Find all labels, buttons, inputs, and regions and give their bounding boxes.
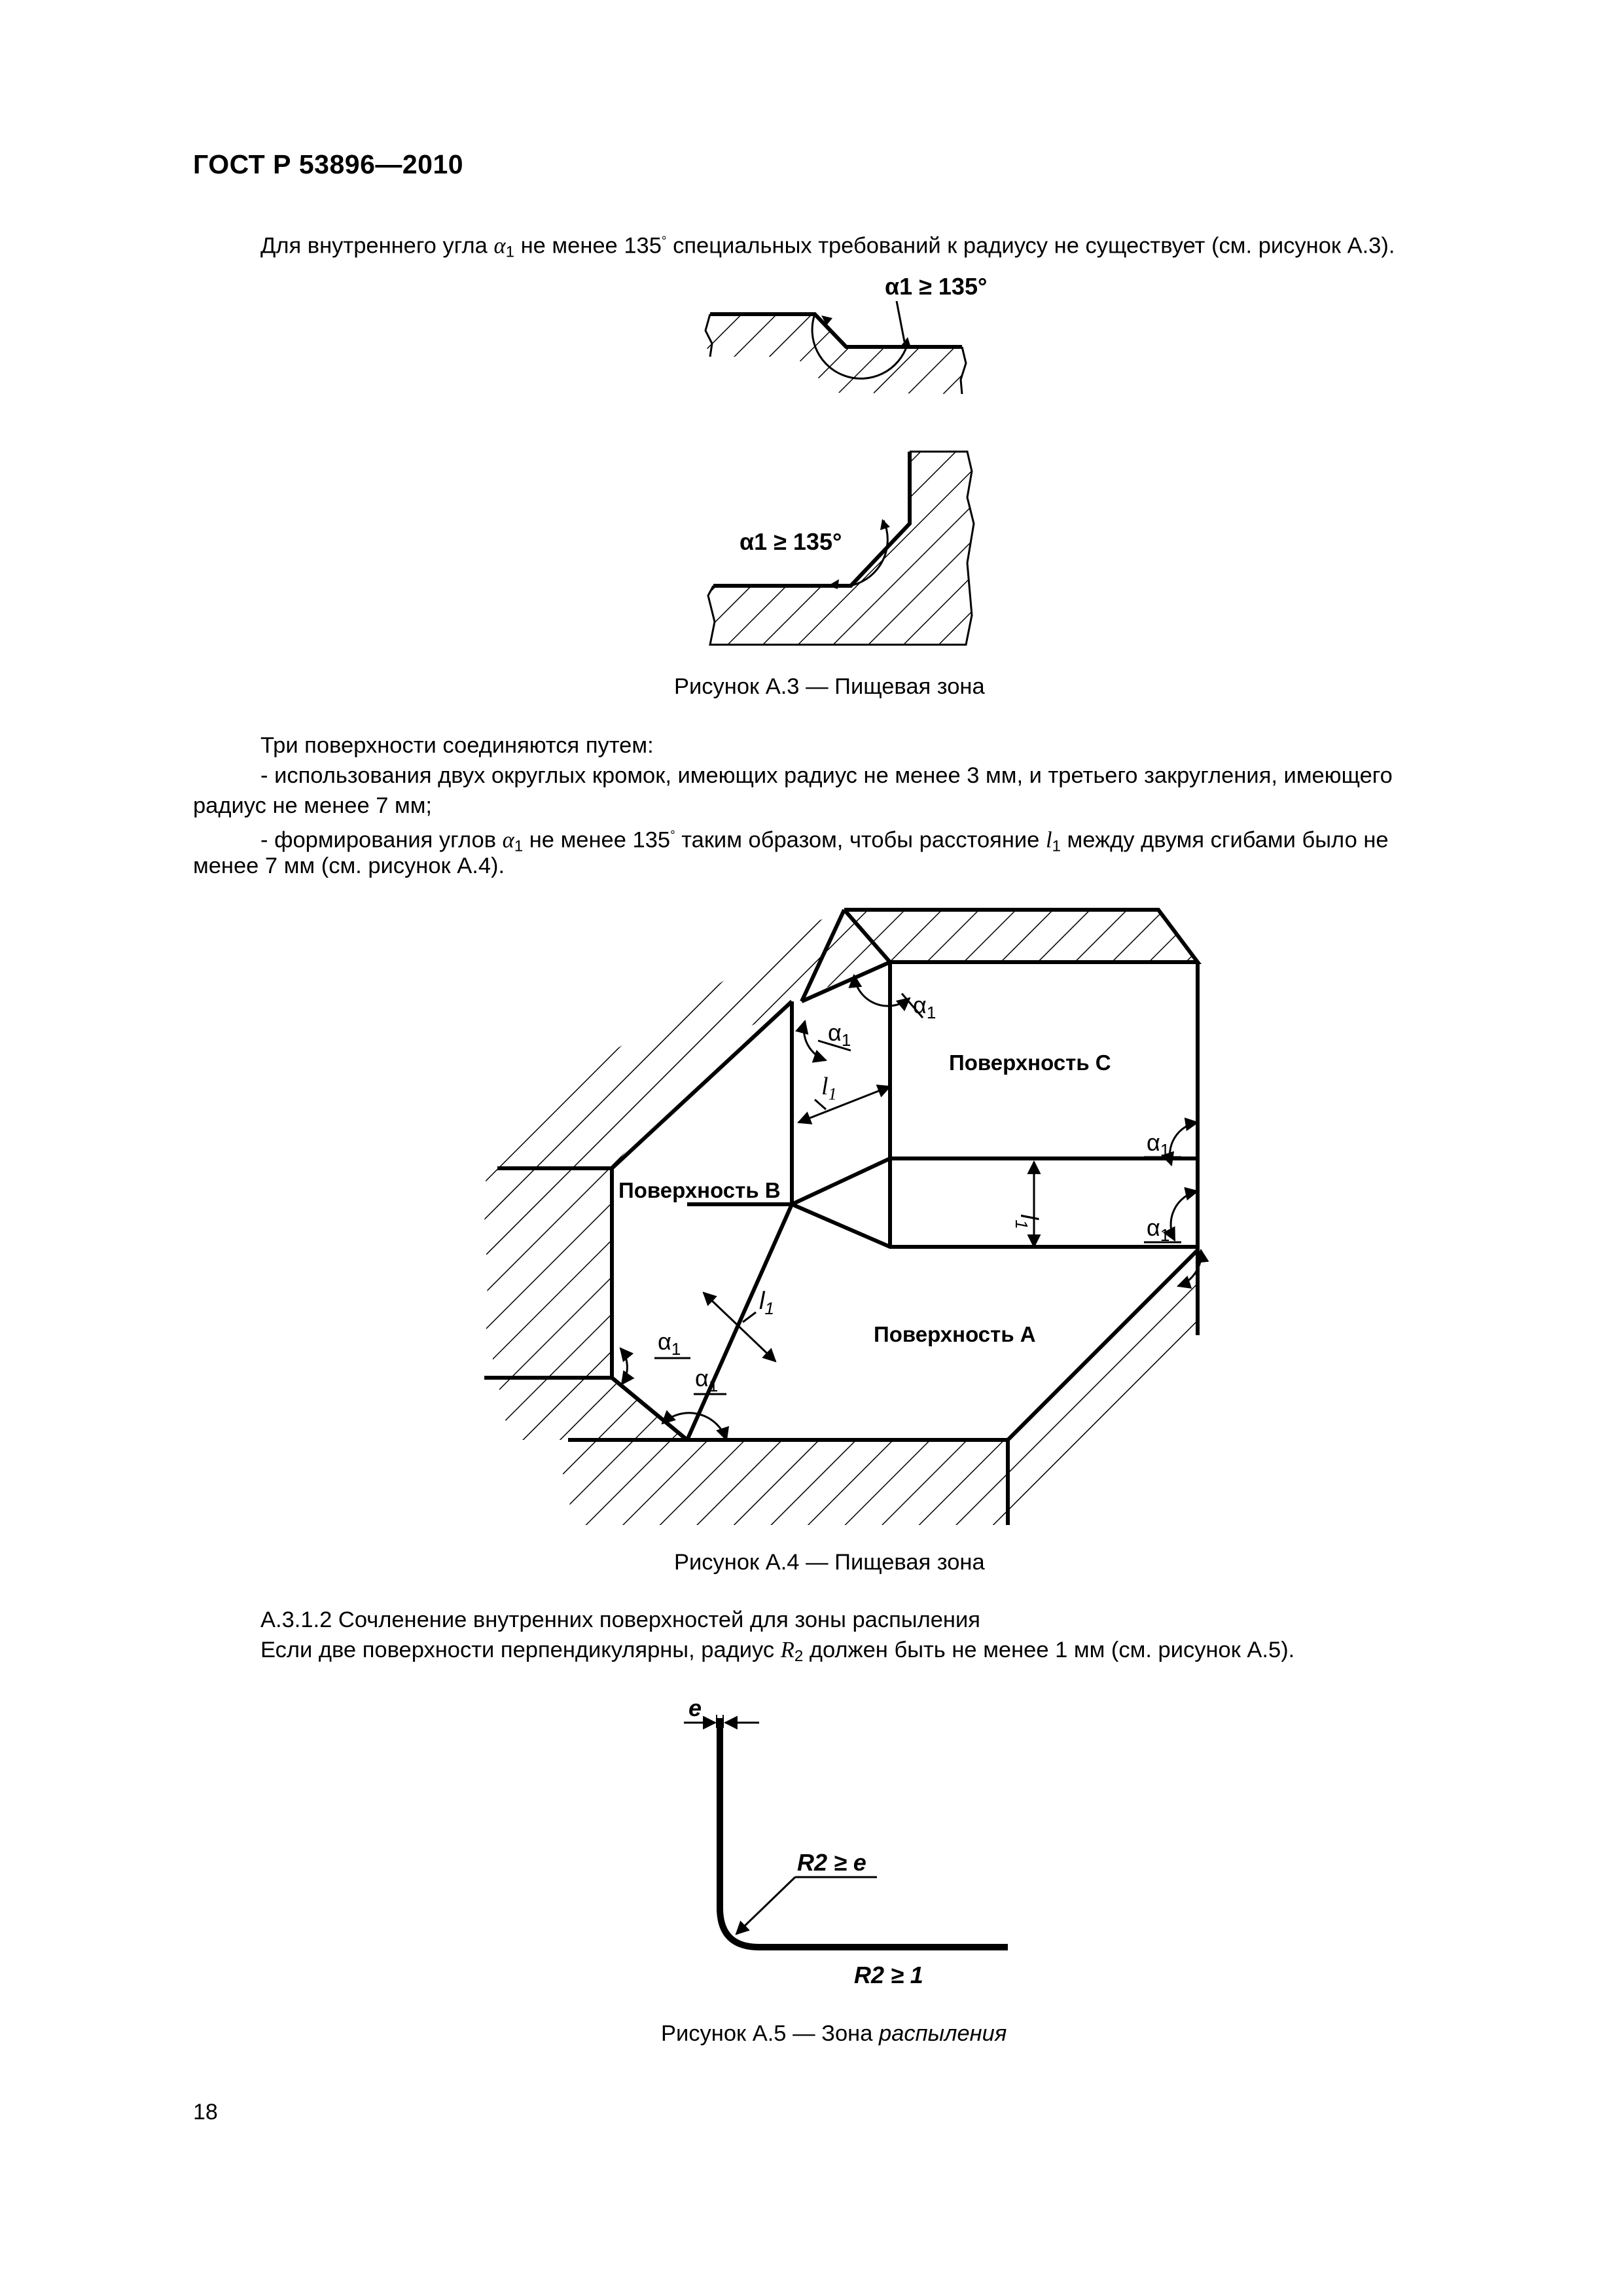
r2-e-label: R2 ≥ e: [797, 1849, 866, 1876]
surface-b-label: Поверхность В: [618, 1178, 781, 1202]
section-heading: А.3.1.2 Сочленение внутренних поверхностей для зоны распыления: [260, 1607, 980, 1632]
surface-a-label: Поверхность А: [874, 1322, 1036, 1346]
text: не менее 135: [523, 827, 671, 853]
text: - формирования углов: [260, 827, 503, 853]
section-text: [260, 1635, 1294, 1665]
alpha-label-3: $\alpha_1$: [1147, 1129, 1170, 1160]
text: таким образом, чтобы расстояние: [675, 827, 1046, 853]
list-item-1-line-1: - использования двух округлых кромок, имеющих радиус не менее 3 мм, и третьего закругления, имеющего: [260, 763, 1393, 788]
figure-a3: [681, 262, 1008, 668]
alpha-label-6: $\alpha_1$: [695, 1365, 719, 1395]
e-label: e: [688, 1695, 702, 1721]
hatched-section-top: [705, 314, 966, 394]
sheet-profile: [720, 1718, 1008, 1947]
l1-label-lower: $l_1$: [759, 1287, 774, 1318]
l-subscript: 1: [1052, 837, 1061, 855]
surface-c-label: Поверхность С: [949, 1050, 1111, 1075]
figure-a5: [674, 1689, 1027, 1990]
paragraph-inner-angle: [260, 226, 1395, 261]
caption-text: Рисунок А.5 — Зона: [661, 2021, 880, 2046]
text: должен быть не менее 1 мм (см. рисунок А.5).: [803, 1638, 1295, 1662]
angle-label-top: α1 ≥ 135°: [885, 273, 988, 300]
angle-label-bottom: α1 ≥ 135°: [740, 528, 842, 555]
list-item-1-line-2: радиус не менее 7 мм;: [193, 793, 433, 818]
alpha-label-1: $\alpha_1$: [913, 992, 936, 1022]
document-code: ГОСТ Р 53896—2010: [193, 149, 464, 179]
text: специальных требований к радиусу не существует (см. рисунок А.3).: [666, 233, 1395, 259]
alpha-label-5: $\alpha_1$: [658, 1328, 681, 1359]
page-number: 18: [193, 2100, 218, 2125]
degree-sign: °: [661, 234, 667, 248]
r-symbol: R: [780, 1638, 794, 1662]
degree-sign: °: [670, 829, 675, 842]
figure-a4-caption: Рисунок А.4 — Пищевая зона: [674, 1550, 985, 1575]
alpha-symbol: α: [502, 827, 514, 853]
l1-label-right: $l_1$: [1012, 1214, 1043, 1229]
figure-a4: [478, 890, 1224, 1551]
list-item-2-line-1: [260, 821, 1389, 855]
alpha-subscript: 1: [505, 243, 514, 261]
text: Для внутреннего угла: [260, 233, 494, 259]
alpha-subscript: 1: [514, 837, 524, 855]
r2-1-label: R2 ≥ 1: [854, 1962, 923, 1988]
figure-a5-caption: [661, 2021, 1007, 2047]
alpha-label-2: $\alpha_1$: [828, 1019, 851, 1050]
list-item-2-line-2: менее 7 мм (см. рисунок А.4).: [193, 853, 505, 878]
r-subscript: 2: [794, 1647, 804, 1666]
text: Если две поверхности перпендикулярны, радиус: [260, 1638, 781, 1662]
radius-leader: [736, 1877, 795, 1934]
paragraph-intro: Три поверхности соединяются путем:: [260, 733, 654, 758]
l1-label-upper: $l_1$: [821, 1073, 837, 1103]
l-symbol: l: [1045, 827, 1052, 853]
caption-italic-text: распыления: [879, 2021, 1007, 2046]
text: между двумя сгибами было не: [1060, 827, 1389, 853]
alpha-symbol: α: [493, 233, 506, 259]
figure-a3-caption: Рисунок А.3 — Пищевая зона: [674, 674, 985, 699]
alpha-label-4: $\alpha_1$: [1147, 1214, 1170, 1245]
text: не менее 135: [514, 233, 662, 259]
